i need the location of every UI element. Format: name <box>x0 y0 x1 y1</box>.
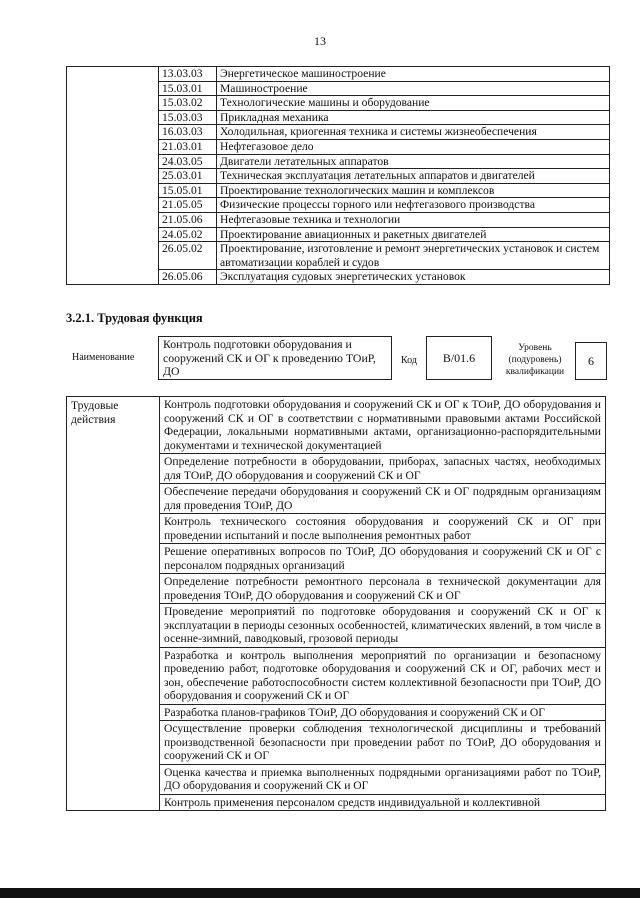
function-code-label: Код <box>401 355 417 366</box>
page-number: 13 <box>314 34 326 48</box>
specialty-code: 15.03.03 <box>159 110 217 125</box>
specialty-name: Проектирование технологических машин и комплексов <box>217 183 610 198</box>
labor-action-item: Обеспечение передачи оборудования и сооружений СК и ОГ подрядным организациям для проведения ТОиР, ДО <box>160 484 606 514</box>
specialty-name: Проектирование, изготовление и ремонт энергетических установок и систем автоматизации кораблей и судов <box>217 242 610 270</box>
specialty-name: Техническая эксплуатация летательных аппаратов и двигателей <box>217 169 610 184</box>
specialty-code: 26.05.02 <box>159 242 217 270</box>
specialty-name: Машиностроение <box>217 81 610 96</box>
specialty-code: 24.03.05 <box>159 154 217 169</box>
section-title: 3.2.1. Трудовая функция <box>66 311 203 325</box>
specialty-code: 21.05.05 <box>159 198 217 213</box>
specialty-code: 21.05.06 <box>159 212 217 227</box>
labor-action-item: Разработка и контроль выполнения мероприятий по организации и безопасному проведению работ, подготовке оборудования и сооружений СК и ОГ, рабочих мест и зон, обеспечение работоспособности систем коллективной безопасности при ТОиР, ДО оборудования и сооружений СК и ОГ <box>160 647 606 704</box>
function-code-value: B/01.6 <box>426 336 492 380</box>
specialty-code: 24.05.02 <box>159 227 217 242</box>
specialty-name: Проектирование авиационных и ракетных двигателей <box>217 227 610 242</box>
specialty-name: Нефтегазовые техника и технологии <box>217 212 610 227</box>
qualification-level-label: Уровень (подуровень) квалификации <box>505 343 565 377</box>
specialty-code: 21.03.01 <box>159 139 217 154</box>
labor-action-item: Контроль применения персоналом средств индивидуальной и коллективной <box>160 794 606 811</box>
specialty-code: 15.03.01 <box>159 81 217 96</box>
specialty-group-cell <box>67 67 159 285</box>
qualification-level-value: 6 <box>575 342 607 380</box>
specialty-code: 13.03.03 <box>159 67 217 82</box>
specialty-name: Нефтегазовое дело <box>217 139 610 154</box>
specialty-name: Физические процессы горного или нефтегазового производства <box>217 198 610 213</box>
specialty-name: Прикладная механика <box>217 110 610 125</box>
specialty-name: Энергетическое машиностроение <box>217 67 610 82</box>
labor-action-item: Определение потребности ремонтного персонала в технической документации для проведения ТОиР, ДО оборудования и сооружений СК и ОГ <box>160 574 606 604</box>
labor-action-item: Оценка качества и приемка выполненных подрядными организациями работ по ТОиР, ДО оборудования и сооружений СК и ОГ <box>160 764 606 794</box>
specialty-code: 15.05.01 <box>159 183 217 198</box>
specialty-name: Эксплуатация судовых энергетических установок <box>217 270 610 285</box>
specialty-name: Двигатели летательных аппаратов <box>217 154 610 169</box>
labor-actions-label: Трудовые действия <box>67 397 160 811</box>
specialty-code: 26.05.06 <box>159 270 217 285</box>
labor-action-item: Определение потребности в оборудовании, приборах, запасных частях, необходимых для ТОиР, ДО оборудования и сооружений СК и ОГ <box>160 454 606 484</box>
labor-action-item: Разработка планов-графиков ТОиР, ДО оборудования и сооружений СК и ОГ <box>160 704 606 721</box>
labor-action-item: Решение оперативных вопросов по ТОиР, ДО оборудования и сооружений СК и ОГ с персоналом подрядных организаций <box>160 544 606 574</box>
scan-edge <box>0 888 640 898</box>
specialty-code: 25.03.01 <box>159 169 217 184</box>
labor-action-item: Осуществление проверки соблюдения технологической дисциплины и требований производственной безопасности при проведении работ по ТОиР, ДО оборудования и сооружений СК и ОГ <box>160 721 606 765</box>
specialty-name: Технологические машины и оборудование <box>217 96 610 111</box>
function-name-label: Наименование <box>72 352 135 363</box>
labor-action-item: Контроль технического состояния оборудования и сооружений СК и ОГ при проведении испытаний и после выполнения ремонтных работ <box>160 514 606 544</box>
specialty-code: 15.03.02 <box>159 96 217 111</box>
labor-actions-table <box>66 396 606 811</box>
labor-action-row <box>67 397 606 454</box>
specialty-code: 16.03.03 <box>159 125 217 140</box>
labor-action-item: Проведение мероприятий по подготовке оборудования и сооружений СК и ОГ к эксплуатации в периоды сезонных особенностей, климатических явлений, в том числе в осенне-зимний, паводковый, грозовой периоды <box>160 604 606 648</box>
specialty-name: Холодильная, криогенная техника и системы жизнеобеспечения <box>217 125 610 140</box>
function-name-value: Контроль подготовки оборудования и сооружений СК и ОГ к проведению ТОиР, ДО <box>158 336 392 380</box>
specialties-table <box>66 66 610 285</box>
specialty-row <box>67 67 610 82</box>
labor-action-item: Контроль подготовки оборудования и сооружений СК и ОГ к ТОиР, ДО оборудования и сооружений СК и ОГ в соответствии с нормативными правовыми актами Российской Федерации, локальными нормативными актами, организационно-распорядительными документами и технической документацией <box>160 397 606 454</box>
